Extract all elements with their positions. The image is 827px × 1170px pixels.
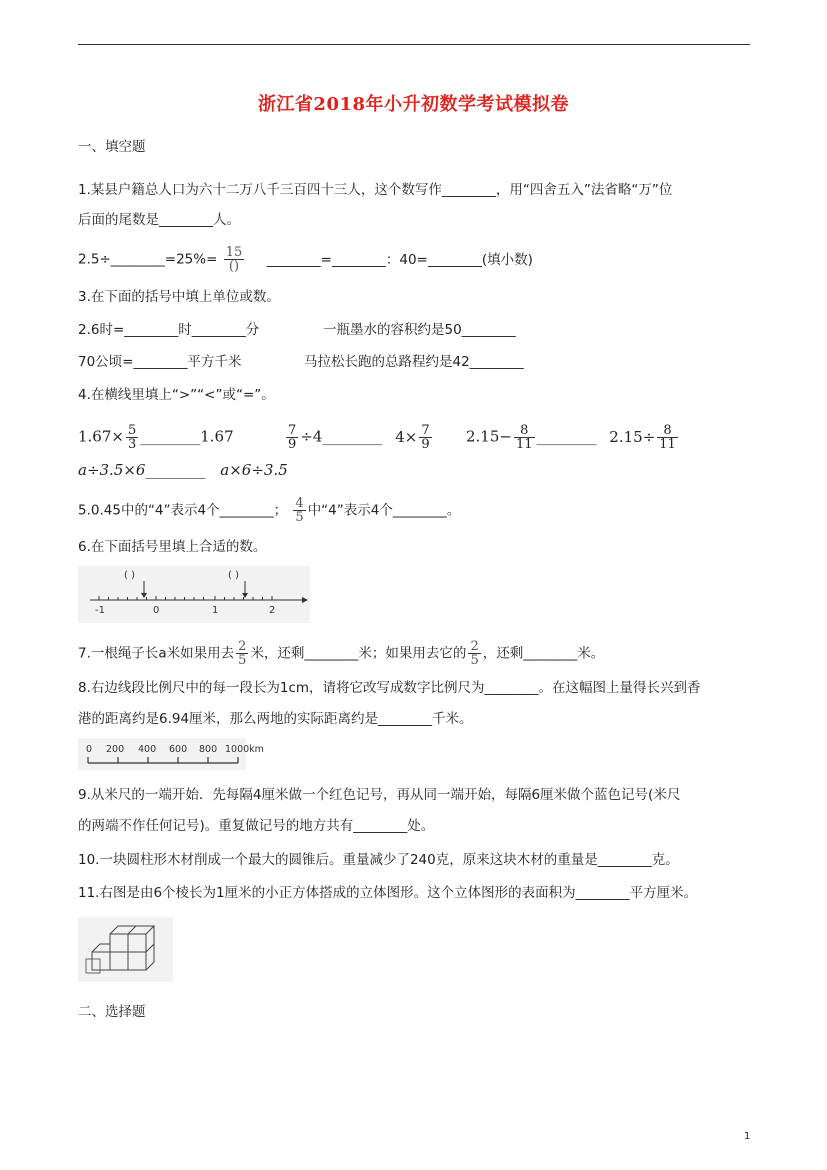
arrow-head-icon	[242, 593, 248, 598]
header-rule	[78, 44, 750, 45]
compare-2-right: 4×	[395, 427, 418, 446]
question-1-line-2: 后面的尾数是________人。	[78, 212, 240, 228]
scale-bar-figure	[78, 738, 264, 770]
fraction-denominator: 5	[238, 653, 247, 668]
section-heading-fill-blank: 一、填空题	[78, 139, 146, 155]
page-title: 浙江省2018年小升初数学考试模拟卷	[257, 94, 570, 115]
tick-label: 0	[153, 605, 160, 616]
fraction-numerator: 5	[127, 423, 137, 438]
compare-2-fraction-b	[419, 424, 431, 451]
fraction-numerator: 4	[295, 496, 304, 511]
question-5-fraction	[293, 497, 305, 524]
fraction-numerator: 7	[421, 423, 430, 438]
question-6-title: 6.在下面括号里填上合适的数。	[78, 539, 267, 555]
compare-3	[466, 424, 680, 451]
question-7-part-b: 米，还剩________米；如果用去它的	[250, 645, 467, 662]
question-3-time: 2.6时=________时________分	[78, 322, 260, 338]
number-line-figure	[78, 566, 310, 623]
question-3-row-2	[78, 352, 524, 372]
compare-2-left: ÷4________	[300, 427, 383, 446]
number-line-paren-1: ( )	[124, 570, 135, 581]
fraction-denominator: 9	[288, 437, 297, 452]
question-9-line-1: 9.从米尺的一端开始．先每隔4厘米做一个红色记号，再从同一端开始，每隔6厘米做个蓝色记号(米尺	[78, 787, 681, 803]
fraction-denominator: 11	[515, 437, 533, 452]
question-4-row-2	[78, 460, 288, 480]
compare-3-left: 2.15−	[466, 427, 512, 446]
tick-label: 1	[212, 605, 219, 616]
question-2-part-a: 2.5÷________=25%=	[78, 251, 218, 268]
tick-label: 2	[269, 605, 276, 616]
fraction-numerator: 8	[657, 424, 678, 438]
number-line-paren-2: ( )	[228, 570, 239, 581]
fraction-numerator: 8	[514, 424, 535, 438]
cube-stack-figure	[78, 917, 173, 982]
question-7-fraction-b	[468, 640, 480, 667]
question-5-part-a: 5.0.45中的“4”表示4个________；	[78, 502, 288, 519]
compare-3-right: 2.15÷	[609, 427, 656, 446]
compare-1-fraction	[126, 424, 138, 451]
compare-1-right: ________1.67	[140, 427, 234, 446]
question-7-part-a: 7.一根绳子长a米如果用去	[78, 645, 235, 662]
scale-label: 400	[138, 744, 157, 755]
question-5-part-b: 中“4”表示4个________。	[307, 502, 461, 519]
question-5	[78, 497, 460, 524]
question-11: 11.右图是由6个棱长为1厘米的小正方体搭成的立体图形。这个立体图形的表面积为________平方厘米。	[78, 885, 698, 901]
compare-1	[78, 424, 234, 451]
compare-3-blank: ________	[536, 427, 597, 446]
tick-label: -1	[95, 605, 105, 616]
question-10: 10.一块圆柱形木材削成一个最大的圆锥后。重量减少了240克，原来这块木材的重量是________克。	[78, 852, 679, 868]
question-7-fraction-a	[236, 640, 248, 667]
fraction-numerator: 7	[288, 423, 297, 438]
question-3-marathon: 马拉松长跑的总路程约是42________	[304, 354, 524, 370]
scale-label: 1000km	[225, 744, 264, 755]
compare-2-fraction-a	[286, 424, 298, 451]
question-7	[78, 640, 604, 667]
scale-label: 600	[169, 744, 188, 755]
question-3-row-1	[78, 320, 516, 340]
compare-4-left: a÷3.5×6________	[78, 461, 206, 479]
compare-3-fraction-a	[514, 424, 535, 451]
fraction-denominator: 5	[295, 510, 304, 525]
fraction-numerator: 15	[225, 245, 243, 260]
question-3-ink: 一瓶墨水的容积约是50________	[323, 322, 516, 338]
question-7-part-c: ，还剩________米。	[482, 645, 605, 662]
fraction-denominator: 3	[127, 437, 137, 452]
page-number: 1	[744, 1131, 751, 1142]
question-1-line-1: 1.某县户籍总人口为六十二万八千三百四十三人，这个数写作________，用“四舍五入”法省略“万”位	[78, 182, 673, 198]
question-2-fraction	[224, 246, 245, 273]
question-2	[78, 246, 533, 273]
question-8-line-1: 8.右边线段比例尺中的每一段长为1cm，请将它改写成数字比例尺为________。在这幅图上量得长兴到香	[78, 680, 701, 696]
scale-label: 200	[106, 744, 125, 755]
question-8-line-2: 港的距离约是6.94厘米，那么两地的实际距离约是________千米。	[78, 711, 473, 727]
fraction-numerator: 2	[470, 639, 479, 654]
question-3-title: 3.在下面的括号中填上单位或数。	[78, 289, 280, 305]
question-2-part-b: ________=________：40=________(填小数)	[266, 251, 533, 268]
compare-3-fraction-b	[657, 424, 678, 451]
compare-1-left: 1.67×	[78, 427, 124, 446]
scale-label: 0	[86, 744, 93, 755]
question-9-line-2: 的两端不作任何记号)。重复做记号的地方共有________处。	[78, 818, 435, 834]
question-4-title: 4.在横线里填上“>”“<”或“=”。	[78, 387, 275, 403]
scale-bar-line	[88, 757, 238, 763]
section-heading-multiple-choice: 二、选择题	[78, 1004, 146, 1020]
fraction-denominator: 9	[421, 437, 430, 452]
fraction-denominator: 11	[659, 437, 676, 452]
question-3-area: 70公顷=________平方千米	[78, 354, 242, 370]
scale-label: 800	[199, 744, 218, 755]
compare-4-right: a×6÷3.5	[220, 461, 288, 479]
compare-2	[284, 424, 434, 451]
fraction-denominator: ()	[228, 259, 240, 274]
axis-arrow-icon	[302, 597, 308, 603]
fraction-denominator: 5	[470, 653, 479, 668]
fraction-numerator: 2	[238, 639, 247, 654]
